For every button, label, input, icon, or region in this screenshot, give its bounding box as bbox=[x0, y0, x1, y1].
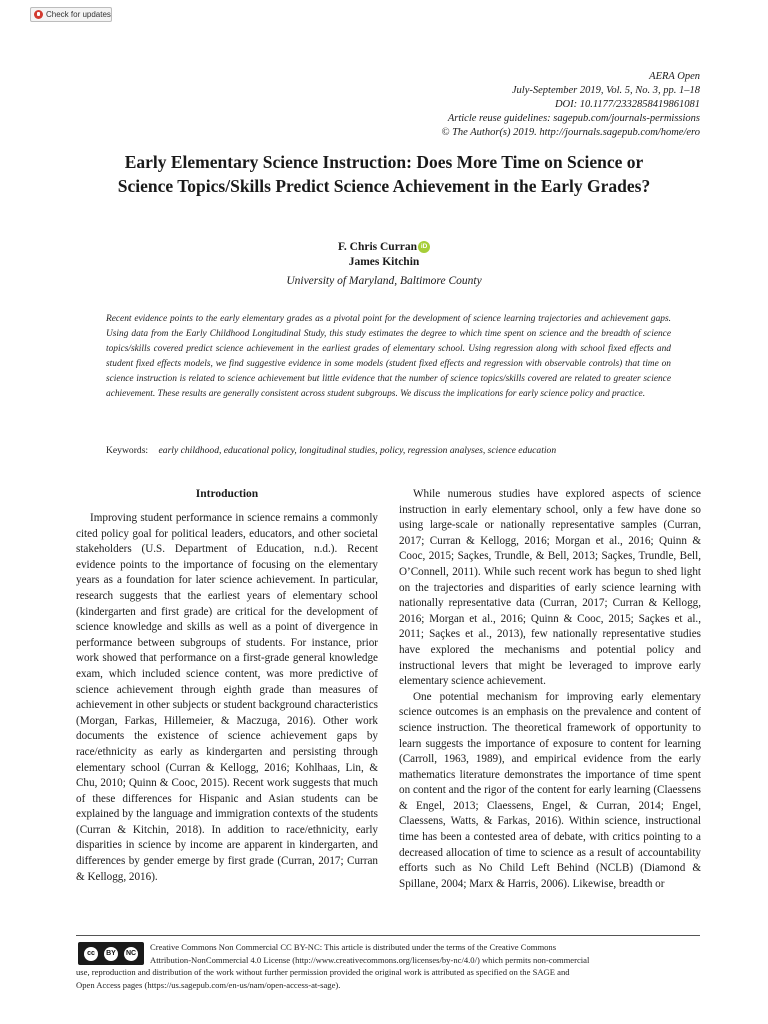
keywords bbox=[106, 444, 706, 458]
update-icon bbox=[34, 10, 43, 19]
license-text bbox=[76, 941, 700, 991]
license-line-4: Open Access pages (https://us.sagepub.com/en-us/nam/open-access-at-sage). bbox=[76, 979, 341, 990]
journal-metadata bbox=[441, 70, 700, 140]
noncommercial-icon: NC bbox=[124, 947, 138, 961]
body-column-left bbox=[76, 487, 378, 885]
body-column-right bbox=[399, 487, 701, 892]
author-name-1: F. Chris Curran bbox=[337, 241, 418, 253]
author-name-2: James Kitchin bbox=[348, 256, 420, 268]
paragraph: One potential mechanism for improving early elementary science outcomes is an emphasis on the prevalence and content of science instruction. The theoretical framework of opportunity to learn suggests the importance of exposure to content for learning (Carroll, 1963, 1989), and empirical evidence from the early mathematics literature demonstrates the importance of time spent on content and the rigor of the content for early learning (Claessens & Engel, 2013; Claessens, Engel, & Curran, 2014; Engel, Claessens, Watts, & Farkas, 2016). Within science, instructional time has been a contested area of debate, with critics pointing to a decreased allocation of time to science as a result of accountability efforts such as No Child Left Behind (NCLB) (Diamond & Spillane, 2004; Marx & Harris, 2006). Likewise, breadth or bbox=[399, 690, 701, 890]
abstract: Recent evidence points to the early elementary grades as a pivotal point for the development of science learning trajectories and achievement gaps. Using data from the Early Childhood Longitudinal Study, this study estimates the degree to which time spent on science and the breadth of science topics/skills covered predict science achievement in the earliest grades of elementary school. Using regression along with school fixed effects and student fixed effects models, we find suggestive evidence in some models (student fixed effects and regression with observable controls) that time on science instruction is related to science achievement but little evidence that the number of science topics/skills covered are related to greater science achievement. These results are generally consistent across student subgroups. We discuss the implications for early science policy and practice. bbox=[106, 314, 671, 399]
license-line-1: Creative Commons Non Commercial CC BY-NC: This article is distributed under the terms of the Creative Commons bbox=[150, 942, 557, 952]
paper-title-line-2: Science Topics/Skills Predict Science Achievement in the Early Grades? bbox=[117, 176, 651, 196]
paragraph: While numerous studies have explored aspects of science instruction in early elementary school, only a few have done so using large-scale or nationally representative samples (Curran, 2017; Curran & Kellogg, 2016; Morgan et al., 2016; Quinn & Cooc, 2015; Saçkes, Trundle, & Bell, 2013; Saçkes, Trundle, Bell, O’Connell, 2011). While such recent work has begun to shed light on the trajectories and disparities of early science learning with nationally representative data (Curran, 2017; Curran & Kellogg, 2016; Morgan et al., 2016; Quinn & Cooc, 2015; Saçkes et al., 2011; Saçkes et al., 2013), few nationally representative studies have explored the mechanisms and potential policy and instructional levers that might be leveraged to improve early elementary science achievement. bbox=[399, 488, 701, 688]
footer-divider bbox=[76, 935, 700, 936]
paragraph: Improving student performance in science remains a commonly cited policy goal for political leaders, educators, and other societal stakeholders (U.S. Department of Education, n.d.). Recent evidence points to the importance of focusing on the elementary years as a foundation for later science achievement. In particular, research suggests that the earliest years of elementary school (kindergarten and first grade) are critical for the development of science knowledge and skills as well as a point of divergence in performance between subgroups of students. For instance, prior work showed that performance on a first-grade general knowledge exam, which included science content, was more predictive of science achievement through eighth grade than measures of achievement in other subjects or student background characteristics (Morgan, Farkas, Hillemeier, & Maczuga, 2016). Other work documents the existence of science achievement gaps by race/ethnicity as early as kindergarten and persisting through elementary school (Curran & Kellogg, 2016; Kohlhaas, Lin, & Chu, 2010; Quinn & Cooc, 2015). Recent work suggests that much of these differences for Hispanic and Asian students can be explained by the language and immigration contexts of the students (Curran & Kitchin, 2018). In addition to race/ethnicity, early disparities in science by income are apparent in kindergarten, and differences by gender emerge by first grade (Curran, 2017; Curran & Kellogg, 2016). bbox=[76, 512, 378, 883]
paper-title bbox=[40, 150, 728, 198]
section-heading-introduction: Introduction bbox=[195, 488, 259, 500]
keywords-label: Keywords: bbox=[106, 445, 149, 456]
license-line-3: use, reproduction and distribution of the work without further permission provided the original work is attributed as specified on the SAGE and bbox=[76, 967, 570, 978]
keywords-value: early childhood, educational policy, longitudinal studies, policy, regression analyses, science education bbox=[158, 445, 557, 456]
cc-icon: cc bbox=[84, 947, 98, 961]
check-for-updates-button[interactable] bbox=[30, 7, 112, 22]
journal-issue: July-September 2019, Vol. 5, No. 3, pp. 1–18 bbox=[511, 85, 700, 96]
author-block bbox=[0, 240, 768, 289]
journal-copyright: © The Author(s) 2019. http://journals.sagepub.com/home/ero bbox=[441, 127, 700, 138]
author-row-1 bbox=[0, 240, 768, 255]
orcid-icon[interactable]: iD bbox=[418, 241, 430, 253]
journal-doi: DOI: 10.1177/2332858419861081 bbox=[554, 99, 700, 110]
journal-reuse: Article reuse guidelines: sagepub.com/journals-permissions bbox=[447, 113, 700, 124]
affiliation: University of Maryland, Baltimore County bbox=[286, 275, 482, 287]
cc-license-badge[interactable] bbox=[78, 942, 144, 965]
attribution-icon: BY bbox=[104, 947, 118, 961]
paper-title-line-1: Early Elementary Science Instruction: Does More Time on Science or bbox=[124, 152, 644, 172]
journal-name: AERA Open bbox=[649, 71, 700, 82]
license-line-2: Attribution-NonCommercial 4.0 License (http://www.creativecommons.org/licenses/by-nc/4.0/) which permits non-commercial bbox=[150, 954, 590, 965]
check-for-updates-label: Check for updates bbox=[46, 10, 111, 19]
